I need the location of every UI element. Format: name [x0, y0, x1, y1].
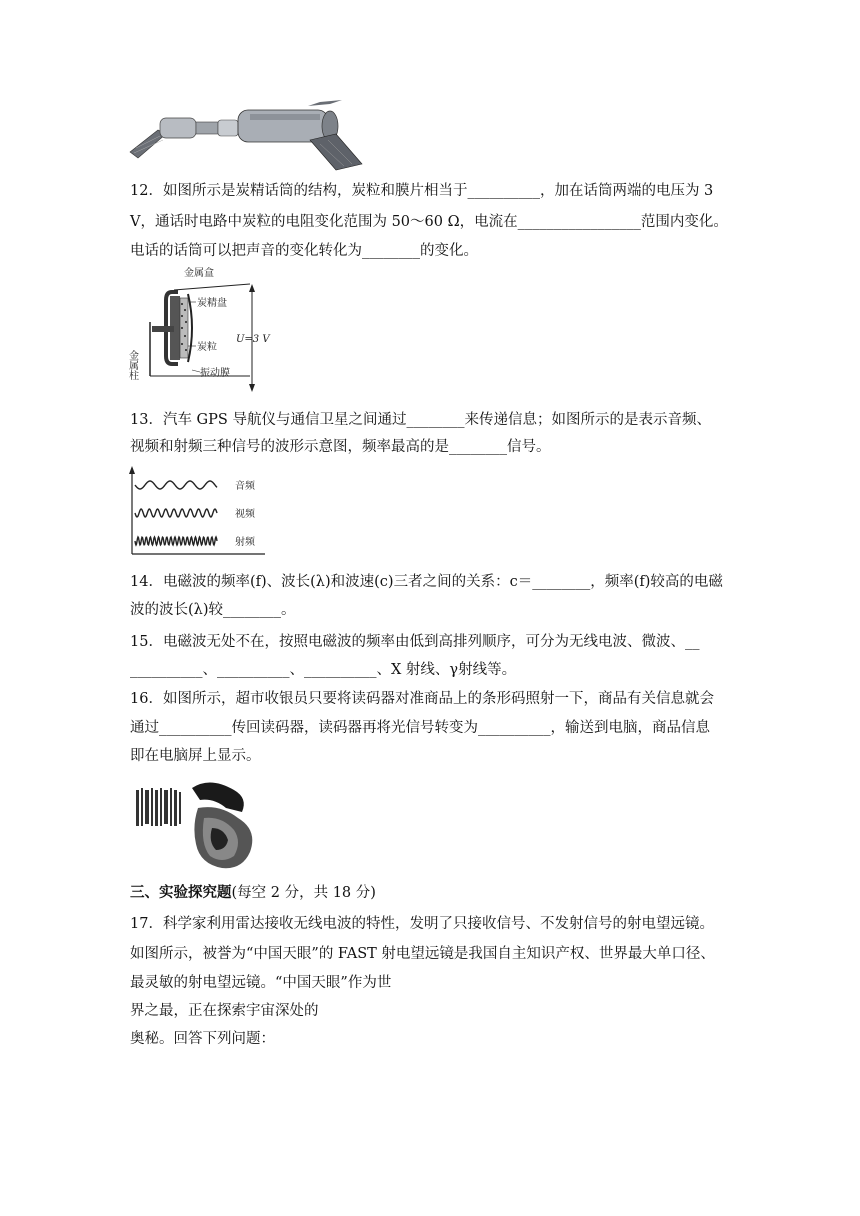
section3-heading — [130, 883, 376, 903]
q12-line-1: 12．如图所示是炭精话筒的结构，炭粒和膜片相当于__________，加在话筒两端的电压为 3 — [130, 183, 714, 199]
label-video: 视频 — [235, 509, 255, 520]
label-audio: 音频 — [235, 481, 255, 492]
label-metal-post: 金属柱 — [126, 350, 138, 380]
label-voltage: U=3 V — [236, 334, 270, 345]
rf-wave — [135, 537, 217, 545]
label-rf: 射频 — [235, 537, 255, 548]
waveform-diagram — [125, 464, 270, 558]
q16-line-1: 16．如图所示，超市收银员只要将读码器对准商品上的条形码照射一下，商品有关信息就会 — [130, 691, 714, 707]
q14-line-1: 14．电磁波的频率(f)、波长(λ)和波速(c)三者之间的关系：c＝________，频率(f)较高的电磁 — [130, 574, 723, 590]
q12-line-3: 电话的话筒可以把声音的变化转化为________的变化。 — [130, 243, 478, 259]
q17-line-2: 如图所示，被誉为“中国天眼”的 FAST 射电望远镜是我国自主知识产权、世界最大单口径、 — [130, 946, 715, 962]
q16-line-2: 通过__________传回读码器，读码器再将光信号转变为__________，输送到电脑，商品信息 — [130, 720, 710, 736]
section3-note: (每空 2 分，共 18 分) — [231, 885, 376, 901]
q15-line-2: __________、__________、__________、X 射线、γ射线等。 — [130, 662, 517, 678]
barcode-scanner-image — [130, 778, 275, 874]
q16-line-3: 即在电脑屏上显示。 — [130, 748, 261, 764]
q13-line-2: 视频和射频三种信号的波形示意图，频率最高的是________信号。 — [130, 439, 551, 455]
q13-line-1: 13．汽车 GPS 导航仪与通信卫星之间通过________来传递信息；如图所示的是表示音频、 — [130, 412, 711, 428]
video-wave — [135, 509, 217, 517]
q17-line-3: 最灵敏的射电望远镜。“中国天眼”作为世 — [130, 975, 392, 991]
label-carbon-grain: 炭粒 — [197, 342, 217, 353]
label-diaphragm: 振动膜 — [200, 368, 230, 379]
q17-line-1: 17．科学家利用雷达接收无线电波的特性，发明了只接收信号、不发射信号的射电望远镜。 — [130, 916, 714, 932]
space-station-image — [130, 100, 365, 172]
barcode — [136, 788, 181, 826]
q15-line-1: 15．电磁波无处不在，按照电磁波的频率由低到高排列顺序，可分为无线电波、微波、__ — [130, 634, 700, 650]
audio-wave — [135, 481, 217, 489]
q12-line-2: V，通话时电路中炭粒的电阻变化范围为 50～60 Ω，电流在_________________范围内变化。 — [130, 214, 728, 230]
q14-line-2: 波的波长(λ)较________。 — [130, 602, 296, 618]
q17-line-4: 界之最，正在探索宇宙深处的 — [130, 1003, 319, 1019]
label-metal-box: 金属盒 — [184, 268, 214, 279]
carbon-microphone-diagram — [126, 266, 280, 394]
q17-line-5: 奥秘。回答下列问题： — [130, 1031, 275, 1047]
label-carbon-disc: 炭精盘 — [197, 298, 227, 309]
section3-title: 三、实验探究题 — [130, 884, 232, 901]
